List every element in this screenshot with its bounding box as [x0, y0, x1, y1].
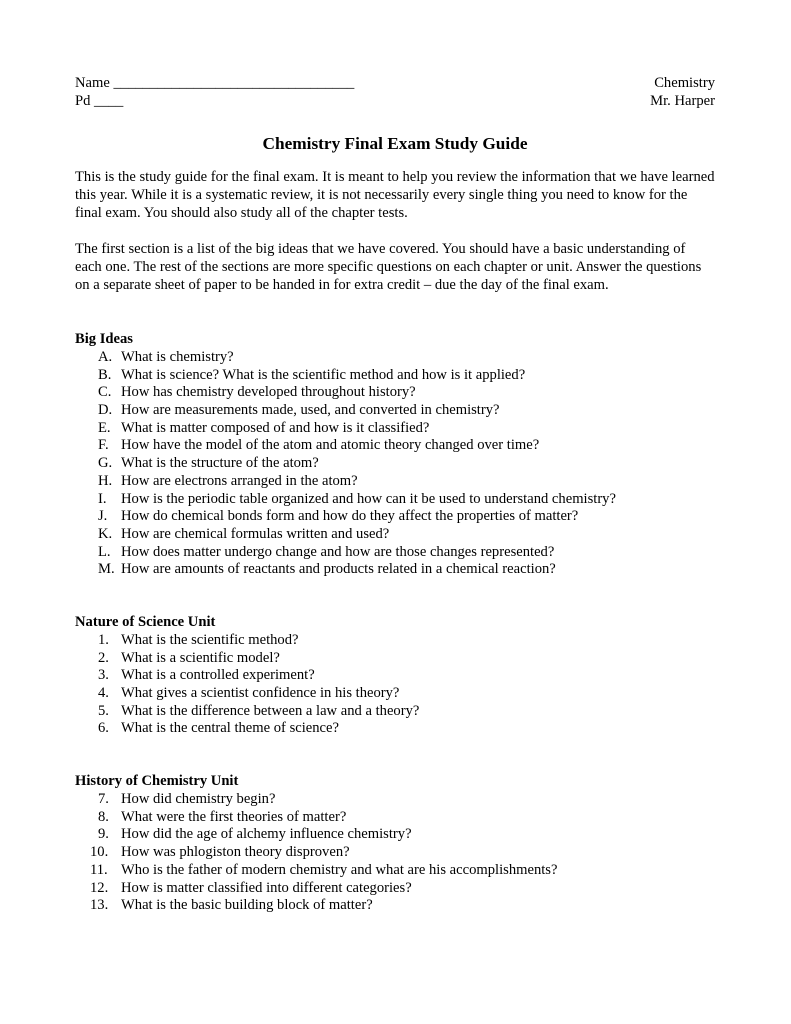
- list-item: [75, 383, 715, 401]
- list-marker: 3.: [98, 667, 109, 684]
- question-text: How have the model of the atom and atomic theory changed over time?: [121, 437, 540, 454]
- list-item: [75, 490, 715, 508]
- question-text: What is the scientific method?: [121, 631, 299, 648]
- list-item: [75, 560, 715, 578]
- list-item: [75, 702, 715, 720]
- list-item: [75, 666, 715, 684]
- list-item: [75, 525, 715, 543]
- question-text: What is the central theme of science?: [121, 720, 339, 737]
- list-item: [75, 684, 715, 702]
- nature-of-science-list: [75, 631, 715, 737]
- list-marker: 1.: [98, 631, 109, 648]
- list-marker: 4.: [98, 685, 109, 701]
- question-text: What is a controlled experiment?: [121, 667, 315, 684]
- list-marker: 13.: [90, 897, 109, 914]
- list-marker: 5.: [98, 702, 109, 719]
- list-item: [75, 843, 715, 861]
- document-title: Chemistry Final Exam Study Guide: [262, 134, 528, 153]
- list-item: [75, 401, 715, 419]
- question-text: What were the first theories of matter?: [121, 808, 347, 825]
- question-text: What is chemistry?: [121, 349, 234, 365]
- list-item: [75, 543, 715, 561]
- question-text: How has chemistry developed throughout history?: [121, 384, 416, 401]
- history-of-chemistry-list: [75, 790, 715, 914]
- intro-paragraph-2: The first section is a list of the big ideas that we have covered. You should have a basic understanding of each one. The rest of the sections are more specific questions on each chapter or unit. Answer the questions on a separate sheet of paper to be handed in for extra credit – due the day of the final exam.: [75, 241, 702, 293]
- list-marker: 8.: [98, 808, 109, 825]
- list-item: [75, 825, 715, 843]
- list-marker: 2.: [98, 649, 109, 666]
- list-marker: D.: [98, 402, 113, 419]
- list-marker: I.: [98, 490, 107, 507]
- teacher-name: Mr. Harper: [650, 93, 715, 109]
- list-marker: G.: [98, 455, 113, 472]
- list-item: [75, 861, 715, 879]
- list-marker: M.: [98, 561, 115, 578]
- header-row-2: [75, 92, 715, 110]
- question-text: How are amounts of reactants and products related in a chemical reaction?: [121, 561, 556, 578]
- list-item: [75, 631, 715, 649]
- question-text: How was phlogiston theory disproven?: [121, 844, 350, 861]
- list-marker: F.: [98, 437, 109, 454]
- section-heading-history-of-chemistry: History of Chemistry Unit: [75, 773, 239, 790]
- name-field-label: Name _________________________________: [75, 75, 355, 91]
- course-name: Chemistry: [654, 75, 715, 91]
- list-marker: H.: [98, 472, 113, 489]
- question-text: What is science? What is the scientific method and how is it applied?: [121, 366, 526, 383]
- question-text: How are electrons arranged in the atom?: [121, 472, 358, 489]
- question-text: How does matter undergo change and how are those changes represented?: [121, 543, 555, 560]
- list-item: [75, 419, 715, 437]
- list-item: [75, 790, 715, 808]
- intro-paragraph-1: This is the study guide for the final exam. It is meant to help you review the information that we have learned this year. While it is a systematic review, it is not necessarily every single thing you need to know for the final exam. You should also study all of the chapter tests.: [75, 169, 715, 221]
- question-text: What is matter composed of and how is it classified?: [121, 419, 430, 436]
- question-text: How are measurements made, used, and converted in chemistry?: [121, 402, 500, 419]
- question-text: How are chemical formulas written and used?: [121, 525, 390, 542]
- list-item: [75, 808, 715, 826]
- list-marker: B.: [98, 366, 112, 383]
- list-marker: E.: [98, 419, 111, 436]
- list-item: [75, 719, 715, 737]
- list-item: [75, 348, 715, 366]
- list-item: [75, 507, 715, 525]
- question-text: How did the age of alchemy influence chemistry?: [121, 826, 412, 843]
- list-item: [75, 896, 715, 914]
- section-heading-nature-of-science: Nature of Science Unit: [75, 613, 216, 630]
- question-text: What gives a scientist confidence in his theory?: [121, 685, 400, 701]
- document-page: [75, 74, 715, 914]
- list-item: [75, 879, 715, 897]
- list-marker: K.: [98, 525, 113, 542]
- list-item: [75, 454, 715, 472]
- header-row-1: [75, 74, 715, 92]
- list-item: [75, 436, 715, 454]
- list-item: [75, 472, 715, 490]
- list-marker: 7.: [98, 791, 109, 808]
- list-marker: 11.: [90, 861, 108, 878]
- list-item: [75, 649, 715, 667]
- list-marker: 6.: [98, 720, 109, 737]
- list-marker: J.: [98, 508, 108, 525]
- list-marker: L.: [98, 543, 111, 560]
- period-field-label: Pd ____: [75, 93, 124, 109]
- list-marker: 12.: [90, 879, 109, 896]
- list-item: [75, 366, 715, 384]
- list-marker: 10.: [90, 844, 109, 861]
- question-text: What is the basic building block of matter?: [121, 897, 373, 914]
- list-marker: C.: [98, 384, 112, 401]
- question-text: How did chemistry begin?: [121, 791, 276, 808]
- question-text: Who is the father of modern chemistry and what are his accomplishments?: [121, 861, 558, 878]
- question-text: What is the difference between a law and a theory?: [121, 702, 420, 719]
- list-marker: A.: [98, 349, 113, 365]
- question-text: What is the structure of the atom?: [121, 455, 319, 472]
- question-text: How is the periodic table organized and how can it be used to understand chemistry?: [121, 490, 616, 507]
- question-text: What is a scientific model?: [121, 649, 280, 666]
- question-text: How is matter classified into different categories?: [121, 879, 412, 896]
- question-text: How do chemical bonds form and how do they affect the properties of matter?: [121, 508, 579, 525]
- big-ideas-list: [75, 348, 715, 578]
- list-marker: 9.: [98, 826, 109, 843]
- section-heading-big-ideas: Big Ideas: [75, 331, 133, 347]
